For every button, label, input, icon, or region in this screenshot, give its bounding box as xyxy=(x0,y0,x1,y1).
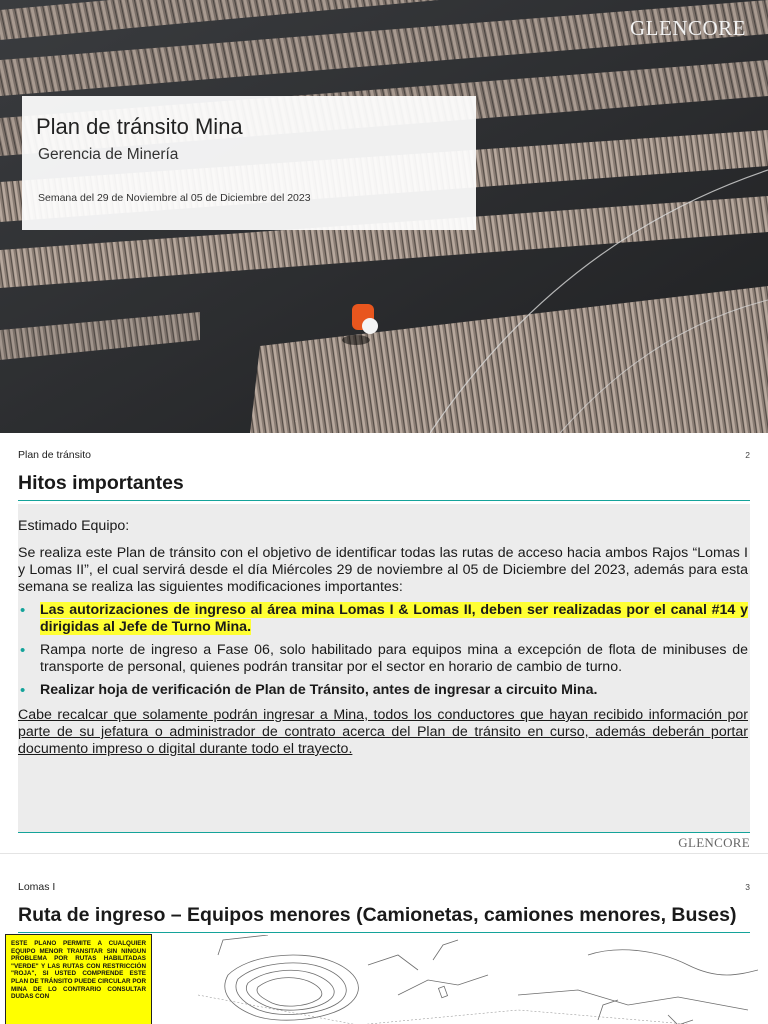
list-item xyxy=(18,642,748,676)
cover-week-range: Semana del 29 de Noviembre al 05 de Diciembre del 2023 xyxy=(38,192,311,204)
glencore-logo: GLENCORE xyxy=(630,16,746,40)
bullet-icon: • xyxy=(20,602,26,619)
mine-route-map xyxy=(158,935,758,1024)
section-label: Lomas I xyxy=(18,881,56,893)
cover-slide xyxy=(0,0,768,433)
slide-heading: Hitos importantes xyxy=(18,472,184,494)
cover-title-box xyxy=(22,96,476,230)
list-item xyxy=(18,602,748,636)
bullet-icon: • xyxy=(20,682,26,699)
closing-paragraph: Cabe recalcar que solamente podrán ingresar a Mina, todos los conductores que hayan recibido información por parte de su jefatura o administrador de contrato acerca del Plan de tránsito en curso, además deberán portar documento impreso o digital durante todo el trayecto. xyxy=(18,707,748,757)
page-number: 3 xyxy=(745,882,750,892)
highlighted-instruction: Las autorizaciones de ingreso al área mina Lomas I & Lomas II, deben ser realizadas por el canal #14 y dirigidas al Jefe de Turno Mina. xyxy=(40,602,748,635)
page-number: 2 xyxy=(745,450,750,460)
hitos-slide xyxy=(0,433,768,854)
route-notice-box: ESTE PLANO PERMITE A CUALQUIER EQUIPO MENOR TRANSITAR SIN NINGUN PROBLEMA POR RUTAS HABILITADAS "VERDE" Y LAS RUTAS CON RESTRICCIÓN "ROJA", SI USTED COMPRENDE ESTE PLAN DE TRÁNSITO PUEDE CIRCULAR POR MINA DE LO CONTRARIO CONSULTAR DUDAS CON xyxy=(5,934,152,1024)
heading-rule xyxy=(18,500,750,501)
cover-subtitle: Gerencia de Minería xyxy=(38,146,179,163)
modifications-list xyxy=(18,602,748,699)
slide-heading: Ruta de ingreso – Equipos menores (Camionetas, camiones menores, Buses) xyxy=(18,904,737,926)
checklist-instruction: Realizar hoja de verificación de Plan de Tránsito, antes de ingresar a circuito Mina. xyxy=(40,682,598,698)
glencore-logo: GLENCORE xyxy=(678,835,750,850)
section-label: Plan de tránsito xyxy=(18,449,91,461)
cover-title: Plan de tránsito Mina xyxy=(36,114,243,139)
hitos-content-panel xyxy=(18,504,750,832)
intro-paragraph: Se realiza este Plan de tránsito con el objetivo de identificar todas las rutas de acceso hacia ambos Rajos “Lomas I y Lomas II”, el cual servirá desde el día Miércoles 29 de noviembre al 05 de Diciembre del 2023, además para esta semana se realiza las siguientes modificaciones importantes: xyxy=(18,545,748,595)
list-item xyxy=(18,682,748,699)
ramp-instruction: Rampa norte de ingreso a Fase 06, solo habilitado para equipos mina a excepción de flota de minibuses de transporte de personal, quienes podrán transitar por el sector en horario de cambio de turno. xyxy=(40,642,748,675)
greeting-text: Estimado Equipo: xyxy=(18,518,130,534)
heading-rule xyxy=(18,932,750,933)
ruta-slide xyxy=(0,855,768,1024)
bullet-icon: • xyxy=(20,642,26,659)
panel-bottom-rule xyxy=(18,832,750,833)
